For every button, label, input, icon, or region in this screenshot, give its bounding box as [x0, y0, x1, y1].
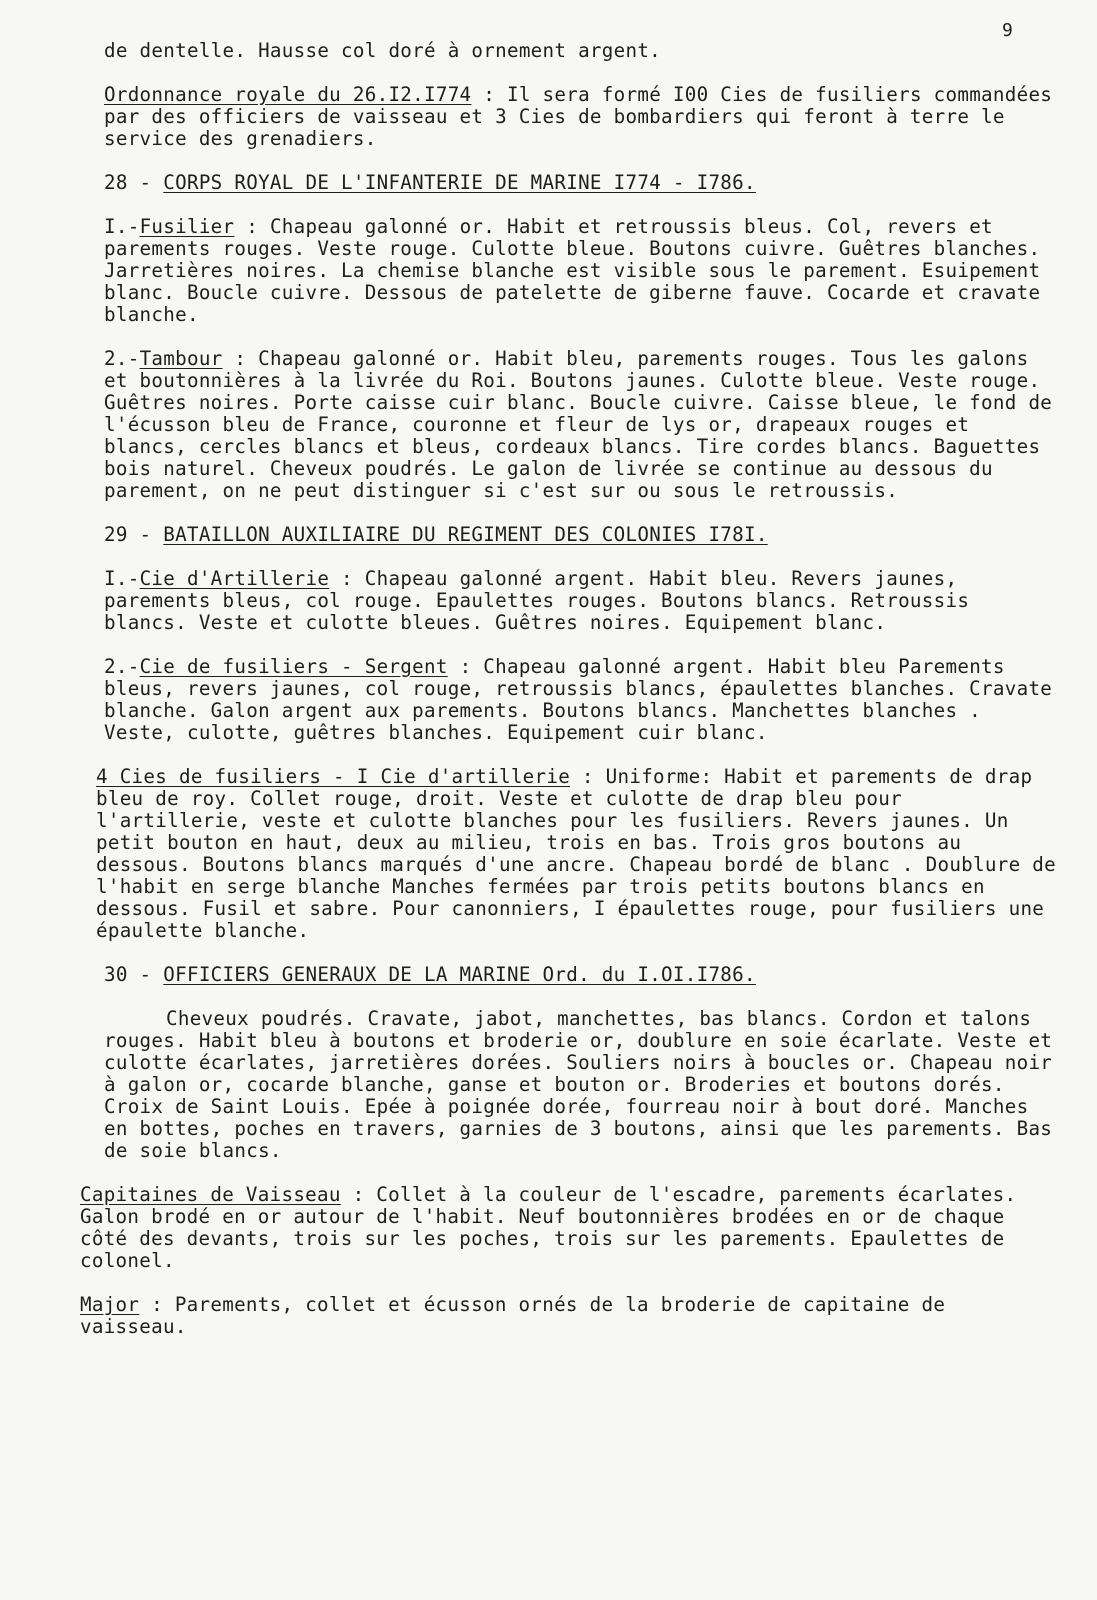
paragraph-cies: [96, 766, 1057, 942]
tambour-title: Tambour: [139, 347, 223, 370]
paragraph-officiers: [104, 1008, 1057, 1162]
capitaines-text: : Collet à la couleur de l'escadre, parements écarlates. Galon brodé en or autour de l'habit. Neuf boutonnières brodées en or de chaque côté des devants, trois sur les poches, trois sur les parements. Epaulettes de colonel.: [80, 1183, 1017, 1272]
paragraph-sergent: [104, 656, 1057, 744]
artillerie-title: Cie d'Artillerie: [139, 567, 330, 590]
tambour-text: : Chapeau galonné or. Habit bleu, parements rouges. Tous les galons et boutonnières à la livrée du Roi. Boutons jaunes. Culotte bleue. Veste rouge. Guêtres noires. Porte caisse cuir blanc. Boucle cuivre. Caisse bleue, le fond de l'écusson bleu de France, couronne et fleur de lys or, drapeaux rouges et blancs, cercles blancs et bleus, cordeaux blancs. Tire cordes blancs. Baguettes bois naturel. Cheveux poudrés. Le galon de livrée se continue au dessous du parement, on ne peut distinguer si c'est sur ou sous le retroussis.: [104, 347, 1053, 502]
artillerie-text: : Chapeau galonné argent. Habit bleu. Revers jaunes, parements bleus, col rouge. Epaulettes rouges. Boutons blancs. Retroussis blancs. Veste et culotte bleues. Guêtres noires. Equipement blanc.: [104, 567, 970, 634]
paragraph-artillerie: [104, 568, 1057, 634]
fusilier-text: : Chapeau galonné or. Habit et retroussis bleus. Col, revers et parements rouges. Veste rouge. Culotte bleue. Boutons cuivre. Guêtres blanches. Jarretières noires. La chemise blanche est visible sous le parement. Esuipement blanc. Boucle cuivre. Dessous de patelette de giberne fauve. Cocarde et cravate blanche.: [104, 215, 1041, 326]
ordonnance-text: : Il sera formé I00 Cies de fusiliers commandées par des officiers de vaisseau et 3 Cies de bombardiers qui feront à terre le service des grenadiers.: [104, 83, 1053, 150]
paragraph-intro: de dentelle. Hausse col doré à ornement argent.: [104, 39, 662, 62]
sergent-text: : Chapeau galonné argent. Habit bleu Parements bleus, revers jaunes, col rouge, retroussis blancs, épaulettes blanches. Cravate blanche. Galon argent aux parements. Boutons blancs. Manchettes blanches . Veste, culotte, guêtres blanches. Equipement cuir blanc.: [104, 655, 1053, 744]
paragraph-major: [80, 1294, 1057, 1338]
major-title: Major: [80, 1293, 140, 1316]
capitaines-title: Capitaines de Vaisseau: [80, 1183, 341, 1206]
section-30-heading: [104, 964, 1057, 986]
fusilier-prefix: I.-: [104, 215, 140, 238]
paragraph-capitaines: [80, 1184, 1057, 1272]
paragraph-fusilier: [104, 216, 1057, 326]
section-29-title: BATAILLON AUXILIAIRE DU REGIMENT DES COLONIES I78I.: [163, 523, 768, 546]
cies-title: 4 Cies de fusiliers - I Cie d'artillerie: [96, 765, 571, 788]
officiers-text: Cheveux poudrés. Cravate, jabot, manchettes, bas blancs. Cordon et talons rouges. Habit bleu à boutons et broderie or, doublure en soie écarlate. Veste et culotte écarlates, jarretières dorées. Souliers noirs à boucles or. Chapeau noir à galon or, cocarde blanche, ganse et bouton or. Broderies et boutons dorés. Croix de Saint Louis. Epée à poignée dorée, fourreau noir à bout doré. Manches en bottes, poches en travers, garnies de 3 boutons, ainsi que les parements. Bas de soie blancs.: [104, 1007, 1053, 1162]
section-30-title: OFFICIERS GENERAUX DE LA MARINE Ord. du I.OI.I786.: [163, 963, 756, 986]
sergent-title: Cie de fusiliers - Sergent: [139, 655, 448, 678]
section-29-heading: [104, 524, 1057, 546]
paragraph-tambour: [104, 348, 1057, 502]
ordonnance-title: Ordonnance royale du 26.I2.I774: [104, 83, 472, 106]
artillerie-prefix: I.-: [104, 567, 140, 590]
fusilier-title: Fusilier: [139, 215, 235, 238]
page-number: 9: [1002, 20, 1014, 41]
section-28-heading: [104, 172, 1057, 194]
paragraph-ordonnance: [104, 84, 1057, 150]
section-28-title: CORPS ROYAL DE L'INFANTERIE DE MARINE I774 - I786.: [163, 171, 756, 194]
tambour-prefix: 2.-: [104, 347, 140, 370]
section-29-number: 29 -: [104, 523, 164, 546]
section-30-number: 30 -: [104, 963, 164, 986]
sergent-prefix: 2.-: [104, 655, 140, 678]
cies-text: : Uniforme: Habit et parements de drap bleu de roy. Collet rouge, droit. Veste et culotte de drap bleu pour l'artillerie, veste et culotte blanches pour les fusiliers. Revers jaunes. Un petit bouton en haut, deux au milieu, trois en bas. Trois gros boutons au dessous. Boutons blancs marqués d'une ancre. Chapeau bordé de blanc . Doublure de l'habit en serge blanche Manches fermées par trois petits boutons blancs en dessous. Fusil et sabre. Pour canonniers, I épaulettes rouge, pour fusiliers une épaulette blanche.: [96, 765, 1056, 942]
major-text: : Parements, collet et écusson ornés de la broderie de capitaine de vaisseau.: [80, 1293, 946, 1338]
section-28-number: 28 -: [104, 171, 164, 194]
